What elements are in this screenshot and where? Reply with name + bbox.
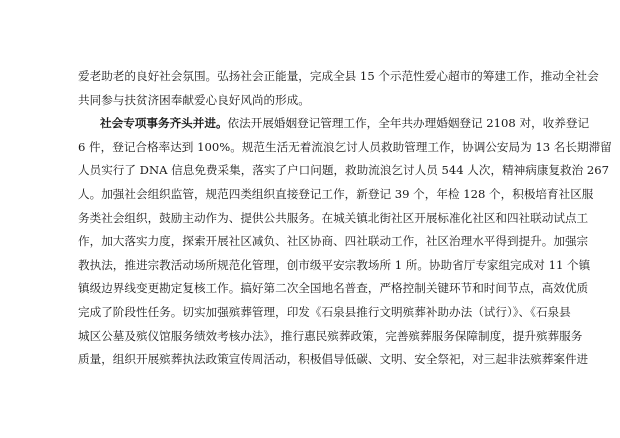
paragraph-line: [78, 301, 571, 323]
section-lead: 社会专项事务齐头并进。: [100, 116, 228, 130]
paragraph-line: [78, 89, 538, 111]
line-text: 依法开展婚姻登记管理工作，全年共办理婚姻登记 2108 对，收养登记: [227, 116, 590, 130]
line-text: 6 件，登记合格率达到 100%。规范生活无着流浪乞讨人员救助管理工作，协调公安局为 13 名长期滞留: [78, 140, 612, 154]
line-text: 人。加强社会组织监管，规范四类组织直接登记工作，新登记 39 个，年检 128 个，积极培育社区服: [78, 187, 594, 201]
paragraph-line: [78, 277, 589, 299]
line-text: 城区公墓及殡仪馆服务绩效考核办法》，推行惠民殡葬政策，完善殡葬服务保障制度，提升殡葬服务: [78, 329, 583, 343]
paragraph-line: [78, 207, 589, 229]
line-text: 爱老助老的良好社会氛围。弘扬社会正能量，完成全县 15 个示范性爱心超市的筹建工作，推动全社会: [78, 69, 599, 83]
line-text: 务类社会组织，鼓励主动作为、提供公共服务。在城关镇北街社区开展标准化社区和四社联动试点工: [78, 211, 589, 225]
paragraph-line: [78, 348, 589, 370]
paragraph-line: [78, 65, 599, 87]
paragraph-line: [78, 325, 583, 347]
line-text: 完成了阶段性任务。切实加强殡葬管理，印发《石泉县推行文明殡葬补助办法（试行）》、《石泉县: [78, 305, 571, 319]
paragraph-line: [78, 254, 591, 276]
paragraph-line: [78, 136, 612, 158]
line-text: 质量，组织开展殡葬执法政策宣传周活动，积极倡导低碳、文明、安全祭祀，对三起非法殡葬案件进: [78, 352, 589, 366]
paragraph-line: [78, 230, 589, 252]
paragraph-line: [78, 159, 610, 181]
line-text: 人员实行了 DNA 信息免费采集，落实了户口问题，救助流浪乞讨人员 544 人次，精神病康复救治 267: [78, 163, 610, 177]
line-text: 教执法，推进宗教活动场所规范化管理，创市级平安宗教场所 1 所。协助省厅专家组完成对 11 个镇: [78, 258, 591, 272]
paragraph-line: [100, 112, 590, 134]
line-text: 共同参与扶贫济困奉献爱心良好风尚的形成。: [78, 93, 310, 107]
line-text: 镇级边界线变更勘定复核工作。搞好第二次全国地名普查，严格控制关键环节和时间节点，高效优质: [78, 281, 589, 295]
paragraph-line: [78, 183, 594, 205]
line-text: 作，加大落实力度，探索开展社区减负、社区协商、四社联动工作，社区治理水平得到提升。加强宗: [78, 234, 589, 248]
